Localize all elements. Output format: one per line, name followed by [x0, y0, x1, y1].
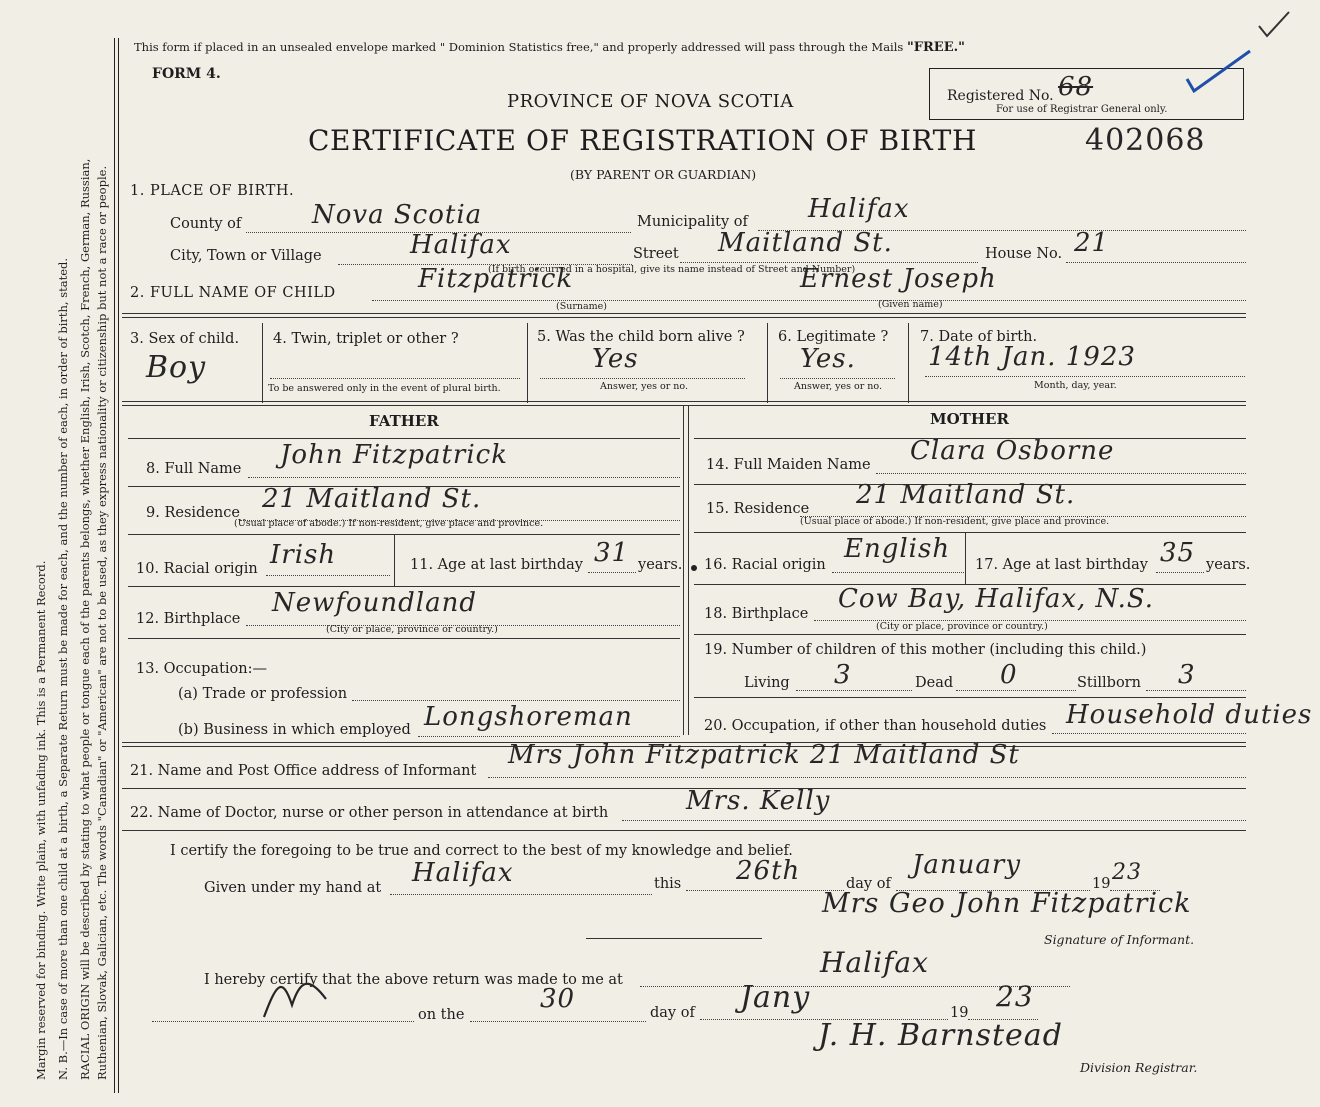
legitimate-label: 6. Legitimate ?: [778, 329, 889, 345]
stillborn-label: Stillborn: [1077, 675, 1141, 691]
mother-residence-label: 15. Residence: [706, 501, 810, 517]
informant-signature: Mrs Geo John Fitzpatrick: [822, 888, 1192, 919]
municipality-value: Halifax: [808, 194, 910, 224]
mother-birthplace-value: Cow Bay, Halifax, N.S.: [838, 584, 1155, 614]
given-month: January: [912, 850, 1022, 880]
child-given-name: Ernest Joseph: [800, 264, 997, 294]
father-race-label: 10. Racial origin: [136, 561, 258, 577]
father-trade-label: (a) Trade or profession: [178, 686, 348, 702]
dob-label: 7. Date of birth.: [920, 329, 1038, 345]
dead-label: Dead: [915, 675, 954, 691]
father-business-value: Longshoreman: [424, 702, 633, 732]
house-number-label: House No.: [985, 246, 1063, 262]
father-birthplace-value: Newfoundland: [272, 588, 478, 618]
city-value: Halifax: [410, 230, 512, 260]
mother-heading: MOTHER: [930, 410, 1009, 428]
certificate-number: 402068: [1085, 123, 1206, 158]
father-residence-note: (Usual place of abode.) If non-resident, give place and province.: [234, 518, 544, 529]
registrar-initial-mark: [256, 965, 336, 1025]
alive-value: Yes: [592, 344, 639, 374]
this-label: this: [654, 876, 682, 892]
form-number: FORM 4.: [152, 66, 221, 82]
registrar-box: [929, 68, 1244, 120]
father-name-value: John Fitzpatrick: [280, 440, 508, 470]
registrar-statement: I hereby certify that the above return was made to me at: [204, 972, 623, 988]
surname-caption: (Surname): [556, 301, 607, 312]
mother-occupation-label: 20. Occupation, if other than household duties: [704, 718, 1047, 734]
page-title: CERTIFICATE OF REGISTRATION OF BIRTH: [308, 124, 977, 157]
mother-age-unit: years.: [1206, 557, 1251, 573]
given-name-caption: (Given name): [878, 299, 943, 310]
county-value: Nova Scotia: [312, 200, 483, 230]
mother-age-label: 17. Age at last birthday: [975, 557, 1148, 573]
margin-rule: [114, 38, 115, 1093]
father-residence-value: 21 Maitland St.: [262, 484, 482, 514]
mother-name-label: 14. Full Maiden Name: [706, 457, 871, 473]
street-label: Street: [633, 246, 679, 262]
mother-age-value: 35: [1160, 538, 1196, 568]
mother-residence-value: 21 Maitland St.: [856, 480, 1076, 510]
given-year-prefix: 19: [1092, 876, 1111, 892]
alive-note: Answer, yes or no.: [600, 381, 689, 392]
father-residence-label: 9. Residence: [146, 505, 240, 521]
check-mark-icon: [1182, 49, 1262, 104]
separator-rule: [586, 938, 762, 939]
dead-value: 0: [1000, 660, 1018, 690]
dob-value: 14th Jan. 1923: [928, 342, 1136, 372]
given-day-of-label: day of: [846, 876, 891, 892]
page-subtitle: (BY PARENT OR GUARDIAN): [570, 167, 757, 182]
mother-occupation-value: Household duties: [1066, 700, 1313, 730]
registrar-use-note: For use of Registrar General only.: [996, 104, 1168, 115]
house-number-value: 21: [1074, 228, 1110, 258]
given-year: 23: [1112, 860, 1142, 885]
father-age-label: 11. Age at last birthday: [410, 557, 583, 573]
signature-caption: Signature of Informant.: [1044, 932, 1195, 947]
stillborn-value: 3: [1178, 660, 1196, 690]
mother-residence-note: (Usual place of abode.) If non-resident, give place and province.: [800, 516, 1110, 527]
father-business-label: (b) Business in which employed: [178, 722, 411, 738]
registrar-signature: J. H. Barnstead: [818, 1018, 1063, 1053]
legitimate-note: Answer, yes or no.: [794, 381, 883, 392]
certify-statement: I certify the foregoing to be true and correct to the best of my knowledge and belief.: [170, 843, 793, 859]
sex-label: 3. Sex of child.: [130, 331, 240, 347]
father-age-unit: years.: [638, 557, 683, 573]
doctor-value: Mrs. Kelly: [686, 786, 831, 816]
child-surname: Fitzpatrick: [418, 264, 574, 294]
hospital-note: (If birth occurred in a hospital, give its name instead of Street and Number): [488, 264, 856, 275]
mother-name-value: Clara Osborne: [910, 436, 1115, 466]
twin-label: 4. Twin, triplet or other ?: [273, 331, 459, 347]
sex-value: Boy: [146, 350, 207, 385]
margin-note-binding: Margin reserved for binding. Write plain, with unfading ink. This is a Permanent Record.: [34, 560, 48, 1080]
father-occupation-label: 13. Occupation:—: [136, 661, 267, 677]
municipality-label: Municipality of: [637, 214, 748, 230]
given-label: Given under my hand at: [204, 880, 382, 896]
registrar-place: Halifax: [820, 946, 929, 979]
mother-race-value: English: [844, 534, 951, 564]
alive-label: 5. Was the child born alive ?: [537, 329, 745, 345]
registrar-year-prefix: 19: [950, 1005, 969, 1021]
father-age-value: 31: [594, 538, 630, 568]
registrar-year: 23: [996, 980, 1034, 1013]
father-heading: FATHER: [369, 412, 439, 430]
father-name-label: 8. Full Name: [146, 461, 242, 477]
informant-label: 21. Name and Post Office address of Informant: [130, 763, 477, 779]
children-count-label: 19. Number of children of this mother (including this child.): [704, 642, 1147, 658]
doctor-label: 22. Name of Doctor, nurse or other person in attendance at birth: [130, 805, 609, 821]
given-day: 26th: [736, 856, 801, 886]
margin-note-multiple-births: N. B.—In case of more than one child at a birth, a Separate Return must be made for each, and the number of each, in order of birth, stated.: [56, 257, 70, 1080]
bullet-mark: [691, 565, 697, 571]
living-label: Living: [744, 675, 790, 691]
twin-note: To be answered only in the event of plural birth.: [268, 383, 501, 394]
mother-birthplace-label: 18. Birthplace: [704, 606, 809, 622]
dob-note: Month, day, year.: [1034, 380, 1117, 391]
postage-note: This form if placed in an unsealed envelope marked " Dominion Statistics free," and properly addressed will pass through the Mails "FREE.": [134, 40, 965, 55]
registrar-day-of-label: day of: [650, 1005, 695, 1021]
father-birthplace-note: (City or place, province or country.): [326, 624, 498, 635]
given-place: Halifax: [412, 858, 514, 888]
on-the-label: on the: [418, 1007, 465, 1023]
city-label: City, Town or Village: [170, 248, 322, 264]
father-race-value: Irish: [270, 540, 337, 570]
child-name-label: 2. FULL NAME OF CHILD: [130, 285, 336, 301]
informant-value: Mrs John Fitzpatrick 21 Maitland St: [508, 740, 1020, 770]
living-value: 3: [834, 660, 852, 690]
margin-rule-inner: [118, 38, 119, 1093]
county-label: County of: [170, 216, 242, 232]
registered-number: 68: [1058, 72, 1094, 102]
father-birthplace-label: 12. Birthplace: [136, 611, 241, 627]
place-of-birth-heading: 1. PLACE OF BIRTH.: [130, 183, 295, 199]
margin-note-racial-origin-1: RACIAL ORIGIN will be described by stating to what people or tongue each of the parents belongs, whether English, Irish, Scotch, French, German, Russian,: [78, 158, 92, 1080]
legitimate-value: Yes.: [800, 344, 856, 374]
mother-birthplace-note: (City or place, province or country.): [876, 621, 1048, 632]
registrar-caption: Division Registrar.: [1080, 1060, 1198, 1075]
tick-icon: [1255, 8, 1295, 43]
province-heading: PROVINCE OF NOVA SCOTIA: [507, 91, 794, 112]
registrar-month: Jany: [740, 980, 811, 1015]
registered-label: Registered No.: [947, 88, 1054, 104]
margin-note-racial-origin-2: Ruthenian, Slovak, Galician, etc. The words "Canadian" or "American" are not to be used, as they express nationality or citizenship but not a race or people.: [95, 165, 109, 1080]
mother-race-label: 16. Racial origin: [704, 557, 826, 573]
registrar-day: 30: [540, 984, 576, 1014]
street-value: Maitland St.: [718, 228, 893, 258]
